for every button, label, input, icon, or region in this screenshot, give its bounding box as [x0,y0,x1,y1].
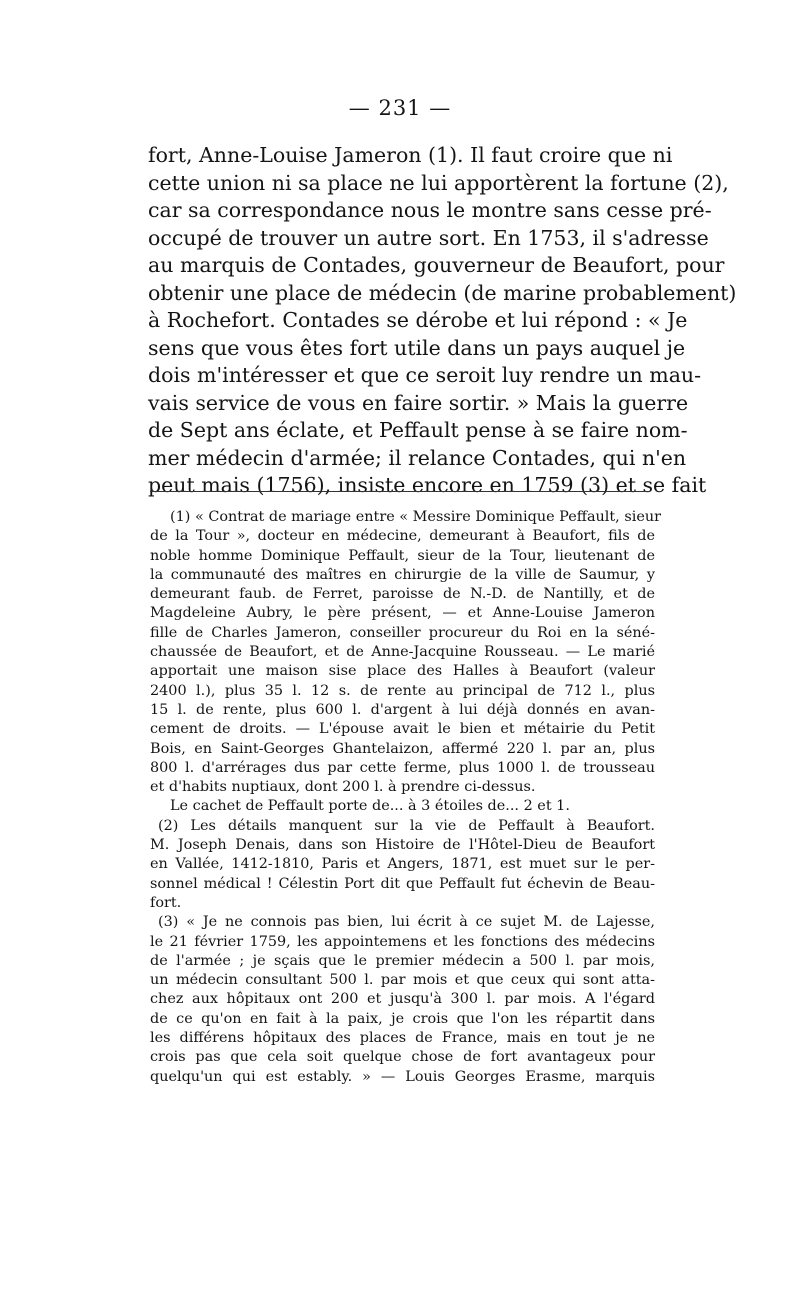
footnote-line: chez aux hôpitaux ont 200 et jusqu'à 300 l. par mois. A l'égard [150,991,655,1008]
text-line: à Rochefort. Contades se dérobe et lui répond : « Je [148,308,688,332]
footnote-line: cement de droits. — L'épouse avait le bien et métairie du Petit [150,721,655,738]
footnote-line: (2) Les détails manquent sur la vie de Peffault à Beaufort. [158,817,655,834]
footnote-line: Bois, en Saint-Georges Ghantelaizon, affermé 220 l. par an, plus [150,740,655,757]
text-line: sens que vous êtes fort utile dans un pays auquel je [148,335,686,360]
footnote-line: Magdeleine Aubry, le père présent, — et Anne-Louise Jameron [150,605,655,622]
page-number: — 231 — [348,96,452,120]
footnote-line: apportait une maison sise place des Halles à Beaufort (valeur [150,663,655,680]
text-line: occupé de trouver un autre sort. En 1753, il s'adresse [148,225,709,250]
text-line: cette union ni sa place ne lui apportèrent la fortune (2), [148,170,729,195]
footnote-line: fort. [150,894,182,911]
text-line: peut mais (1756), insiste encore en 1759 (3) et se fait [148,473,707,497]
footnote-line: la communauté des maîtres en chirurgie de la ville de Saumur, y [150,566,655,583]
footnote-line: un médecin consultant 500 l. par mois et que ceux qui sont atta- [150,972,655,989]
text-line: obtenir une place de médecin (de marine probablement) [148,280,737,305]
footnote-line: quelqu'un qui est estably. » — Louis Georges Erasme, marquis [150,1068,655,1085]
footnote-line: M. Joseph Denais, dans son Histoire de l'Hôtel-Dieu de Beaufort [150,837,655,854]
footnote-line: demeurant faub. de Ferret, paroisse de N.-D. de Nantilly, et de [150,586,655,603]
footnote-line: le 21 février 1759, les appointemens et les fonctions des médecins [150,933,655,950]
text-line: au marquis de Contades, gouverneur de Beaufort, pour [148,253,725,277]
footnote-line: de ce qu'on en fait à la paix, je crois que l'on les répartit dans [150,1010,655,1027]
footnote-line: de l'armée ; je sçais que le premier médecin a 500 l. par mois, [150,952,655,969]
footnote-line: 2400 l.), plus 35 l. 12 s. de rente au principal de 712 l., plus [150,682,655,699]
footnote-line: les différens hôpitaux des places de France, mais en tout je ne [150,1030,655,1047]
footnote-line: sonnel médical ! Célestin Port dit que Peffault fut échevin de Beau- [150,875,655,892]
footnote-line: Le cachet de Peffault porte de... à 3 étoiles de... 2 et 1. [170,798,570,815]
text-line: fort, Anne-Louise Jameron (1). Il faut croire que ni [148,143,673,167]
footnote-line: chaussée de Beaufort, et de Anne-Jacquine Rousseau. — Le marié [150,644,655,661]
text-line: vais service de vous en faire sortir. » Mais la guerre [148,390,689,415]
footnotes [150,508,661,1087]
footnote-line: 15 l. de rente, plus 600 l. d'argent à lui déjà donnés en avan- [150,701,655,718]
text-line: de Sept ans éclate, et Peffault pense à se faire nom- [148,418,688,442]
text-line: mer médecin d'armée; il relance Contades, qui n'en [148,445,687,470]
footnote-line: crois pas que cela soit quelque chose de fort avantageux pour [150,1049,655,1066]
main-text [148,142,737,500]
footnote-line: 800 l. d'arrérages dus par cette ferme, plus 1000 l. de trousseau [150,759,655,776]
text-line: dois m'intéresser et que ce seroit luy rendre un mau- [148,363,702,387]
text-line: car sa correspondance nous le montre sans cesse pré- [148,198,712,222]
footnote-line: en Vallée, 1412-1810, Paris et Angers, 1871, est muet sur le per- [150,856,655,873]
footnote-line: fille de Charles Jameron, conseiller procureur du Roi en la séné- [150,624,655,641]
footnote-line: de la Tour », docteur en médecine, demeurant à Beaufort, fils de [150,528,655,545]
footnote-line: (3) « Je ne connois pas bien, lui écrit à ce sujet M. de Lajesse, [158,914,655,931]
footnote-separator [150,491,650,492]
footnote-line: (1) « Contrat de mariage entre « Messire Dominique Peffault, sieur [170,509,661,525]
footnote-line: et d'habits nuptiaux, dont 200 l. à prendre ci-dessus. [150,779,536,796]
footnote-line: noble homme Dominique Peffault, sieur de la Tour, lieutenant de [150,547,655,564]
